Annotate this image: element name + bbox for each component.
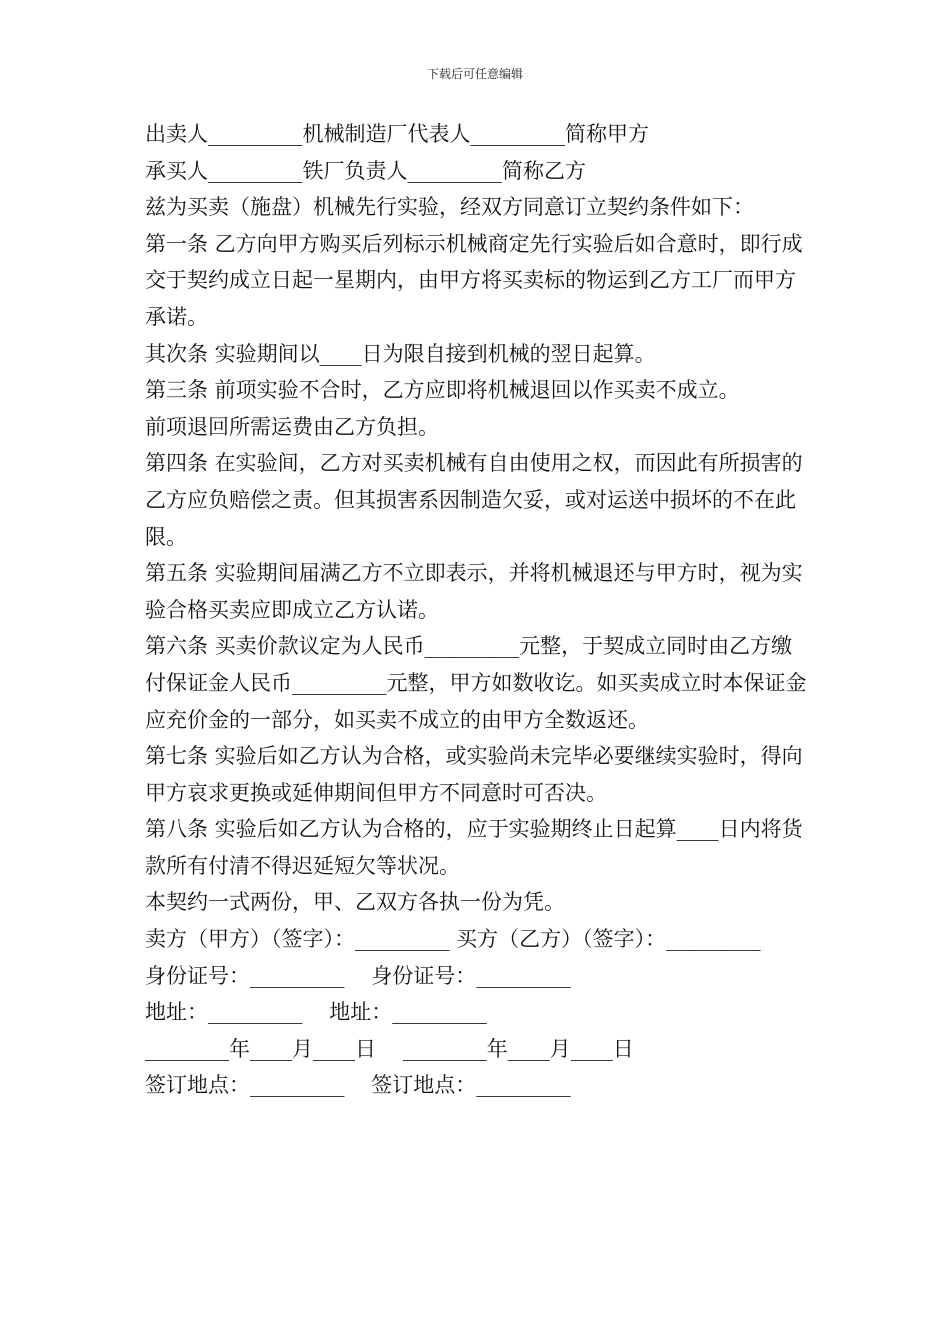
id-number-line: 身份证号：_________ 身份证号：_________ xyxy=(145,963,571,988)
signature-line: 卖方（甲方）（签字）：_________ 买方（乙方）（签字）：_________ xyxy=(145,927,761,952)
article-8: 第八条 实验后如乙方认为合格的，应于实验期终止日起算____日内将货款所有付清不得迟延短欠等状况。 xyxy=(145,817,803,878)
preamble: 兹为买卖（施盘）机械先行实验，经双方同意订立契约条件如下： xyxy=(145,195,754,220)
page-header-note: 下载后可任意编辑 xyxy=(426,67,523,81)
article-4: 第四条 在实验间，乙方对买卖机械有自由使用之权，而因此有所损害的乙方应负赔偿之责。但其损害系因制造欠妥，或对运送中损坏的不在此限。 xyxy=(145,451,803,549)
date-line: ________年____月____日 ________年____月____日 xyxy=(145,1036,634,1061)
copies-clause: 本契约一式两份，甲、乙双方各执一份为凭。 xyxy=(145,890,565,915)
article-5: 第五条 实验期间届满乙方不立即表示，并将机械退还与甲方时，视为实验合格买卖应即成立乙方认诺。 xyxy=(145,561,803,622)
article-3: 第三条 前项实验不合时，乙方应即将机械退回以作买卖不成立。 xyxy=(145,378,740,403)
address-line: 地址：_________ 地址：_________ xyxy=(145,1000,487,1025)
buyer-line: 承买人_________铁厂负责人_________简称乙方 xyxy=(145,158,586,183)
article-3-note: 前项退回所需运费由乙方负担。 xyxy=(145,414,439,439)
signing-place-line: 签订地点：_________ 签订地点：_________ xyxy=(145,1073,571,1098)
article-7: 第七条 实验后如乙方认为合格，或实验尚未完毕必要继续实验时，得向甲方哀求更换或延伸期间但甲方不同意时可否决。 xyxy=(145,744,803,805)
article-6: 第六条 买卖价款议定为人民币_________元整，于契成立同时由乙方缴付保证金人民币_________元整，甲方如数收讫。如买卖成立时本保证金应充价金的一部分，如买卖不成立的由甲方全数返还。 xyxy=(145,634,807,732)
article-2: 其次条 实验期间以____日为限自接到机械的翌日起算。 xyxy=(145,341,656,366)
article-1: 第一条 乙方向甲方购买后列标示机械商定先行实验后如合意时，即行成交于契约成立日起一星期内，由甲方将买卖标的物运到乙方工厂而甲方承诺。 xyxy=(145,231,803,329)
seller-line: 出卖人_________机械制造厂代表人_________简称甲方 xyxy=(145,122,649,146)
contract-body xyxy=(145,116,807,1104)
